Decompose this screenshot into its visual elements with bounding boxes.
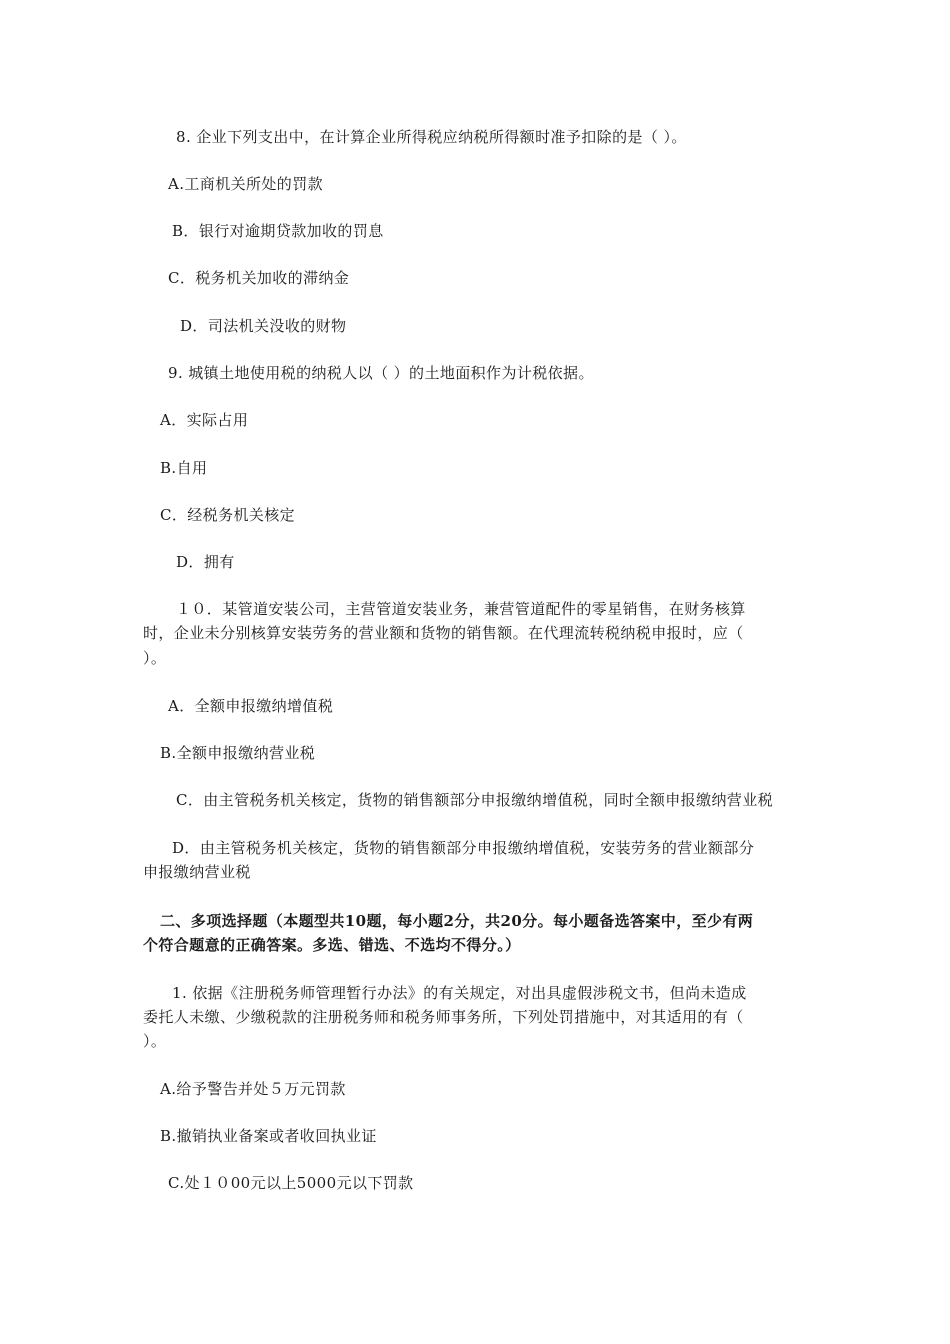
section-2-heading-line2: 个符合题意的正确答案。多选、错选、不选均不得分。） bbox=[143, 936, 521, 954]
question-8-option-d: D．司法机关没收的财物 bbox=[180, 317, 347, 335]
section-2-heading-line1: 二、多项选择题（本题型共10题，每小题2分，共20分。每小题备选答案中，至少有两 bbox=[160, 912, 754, 930]
multi-question-1-stem-line1: 1. 依据《注册税务师管理暂行办法》的有关规定，对出具虚假涉税文书，但尚未造成 bbox=[172, 984, 747, 1002]
question-10-stem-line2: 时，企业未分别核算安装劳务的营业额和货物的销售额。在代理流转税纳税申报时，应（ bbox=[143, 624, 744, 642]
question-9-option-b: B.自用 bbox=[160, 459, 208, 477]
question-8-option-b: B．银行对逾期贷款加收的罚息 bbox=[172, 222, 384, 240]
question-8-option-a: A.工商机关所处的罚款 bbox=[168, 175, 324, 193]
question-10-option-d-line2: 申报缴纳营业税 bbox=[143, 863, 251, 881]
question-10-option-c: C．由主管税务机关核定，货物的销售额部分申报缴纳增值税，同时全额申报缴纳营业税 bbox=[176, 791, 774, 809]
multi-question-1-option-a: A.给予警告并处５万元罚款 bbox=[160, 1080, 346, 1098]
multi-question-1-stem-line2: 委托人未缴、少缴税款的注册税务师和税务师事务所，下列处罚措施中，对其适用的有（ bbox=[143, 1008, 744, 1026]
multi-question-1-option-c: C.处１０00元以上5000元以下罚款 bbox=[168, 1174, 414, 1192]
question-8-option-c: C．税务机关加收的滞纳金 bbox=[168, 269, 350, 287]
question-10-stem-line1: １０．某管道安装公司，主营管道安装业务，兼营管道配件的零星销售，在财务核算 bbox=[176, 600, 746, 618]
multi-question-1-stem-line3: ）。 bbox=[143, 1032, 167, 1050]
question-9-option-a: A．实际占用 bbox=[160, 411, 249, 429]
question-9-option-d: D．拥有 bbox=[176, 553, 235, 571]
question-10-option-b: B.全额申报缴纳营业税 bbox=[160, 744, 316, 762]
question-10-stem-line3: ）。 bbox=[143, 649, 167, 667]
question-10-option-d-line1: D．由主管税务机关核定，货物的销售额部分申报缴纳增值税，安装劳务的营业额部分 bbox=[172, 839, 755, 857]
question-9-stem: 9. 城镇土地使用税的纳税人以（ ）的土地面积作为计税依据。 bbox=[168, 364, 594, 382]
multi-question-1-option-b: B.撤销执业备案或者收回执业证 bbox=[160, 1127, 377, 1145]
question-9-option-c: C．经税务机关核定 bbox=[160, 506, 296, 524]
question-10-option-a: A．全额申报缴纳增值税 bbox=[168, 697, 334, 715]
question-8-stem: 8. 企业下列支出中，在计算企业所得税应纳税所得额时准予扣除的是（ ）。 bbox=[176, 128, 687, 146]
